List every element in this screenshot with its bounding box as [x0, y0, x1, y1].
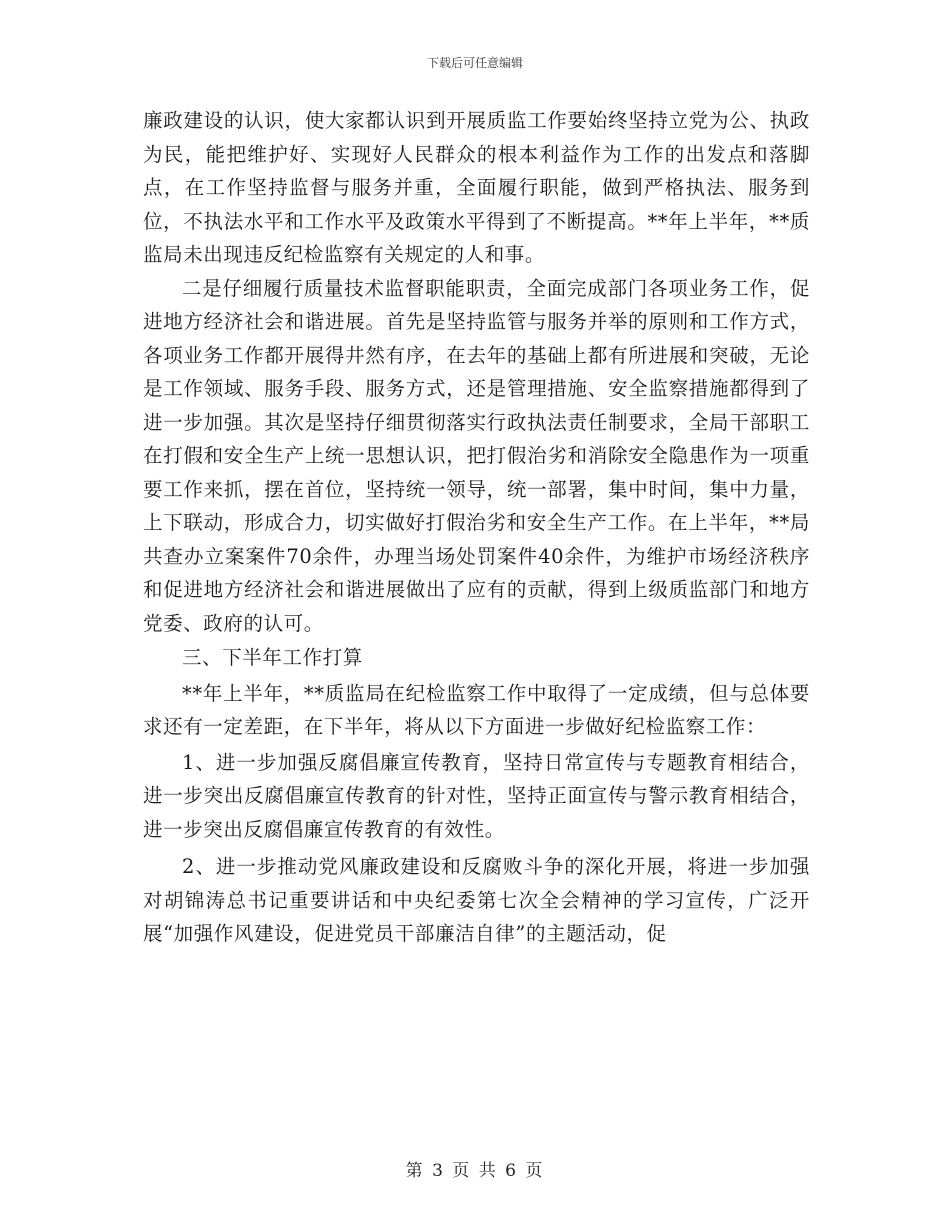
document-body	[143, 104, 810, 951]
paragraph-continuation: 廉政建设的认识，使大家都认识到开展质监工作要始终坚持立党为公、执政为民，能把维护好、实现好人民群众的根本利益作为工作的出发点和落脚点，在工作坚持监督与服务并重，全面履行职能，做到严格执法、服务到位，不执法水平和工作水平及政策水平得到了不断提高。**年上半年，**质监局未出现违反纪检监察有关规定的人和事。	[143, 109, 810, 266]
page-number-footer: 第 3 页 共 6 页	[405, 1161, 545, 1181]
paragraph-item-1: 1、进一步加强反腐倡廉宣传教育，坚持日常宣传与专题教育相结合，进一步突出反腐倡廉宣传教育的针对性，坚持正面宣传与警示教育相结合，进一步突出反腐倡廉宣传教育的有效性。	[143, 750, 810, 841]
paragraph-second-half-intro: **年上半年，**质监局在纪检监察工作中取得了一定成绩，但与总体要求还有一定差距，在下半年，将从以下方面进一步做好纪检监察工作：	[143, 681, 810, 738]
section-heading-second-half-plan: 三、下半年工作打算	[182, 646, 363, 669]
paragraph-duty-performance: 二是仔细履行质量技术监督职能职责，全面完成部门各项业务工作，促进地方经济社会和谐进展。首先是坚持监管与服务并举的原则和工作方式，各项业务工作都开展得井然有序，在去年的基础上都有所进展和突破，无论是工作领域、服务手段、服务方式，还是管理措施、安全监察措施都得到了进一步加强。其次是坚持仔细贯彻落实行政执法责任制要求，全局干部职工在打假和安全生产上统一思想认识，把打假治劣和消除安全隐患作为一项重要工作来抓，摆在首位，坚持统一领导，统一部署，集中时间，集中力量，上下联动，形成合力，切实做好打假治劣和安全生产工作。在上半年，**局共查办立案案件70余件，办理当场处罚案件40余件，为维护市场经济秩序和促进地方经济社会和谐进展做出了应有的贡献，得到上级质监部门和地方党委、政府的认可。	[143, 276, 810, 635]
paragraph-item-2: 2、进一步推动党风廉政建设和反腐败斗争的深化开展，将进一步加强对胡锦涛总书记重要讲话和中央纪委第七次全会精神的学习宣传，广泛开展“加强作风建设，促进党员干部廉洁自律”的主题活动，促	[143, 855, 810, 945]
page-header: 下载后可任意编辑	[426, 56, 523, 70]
